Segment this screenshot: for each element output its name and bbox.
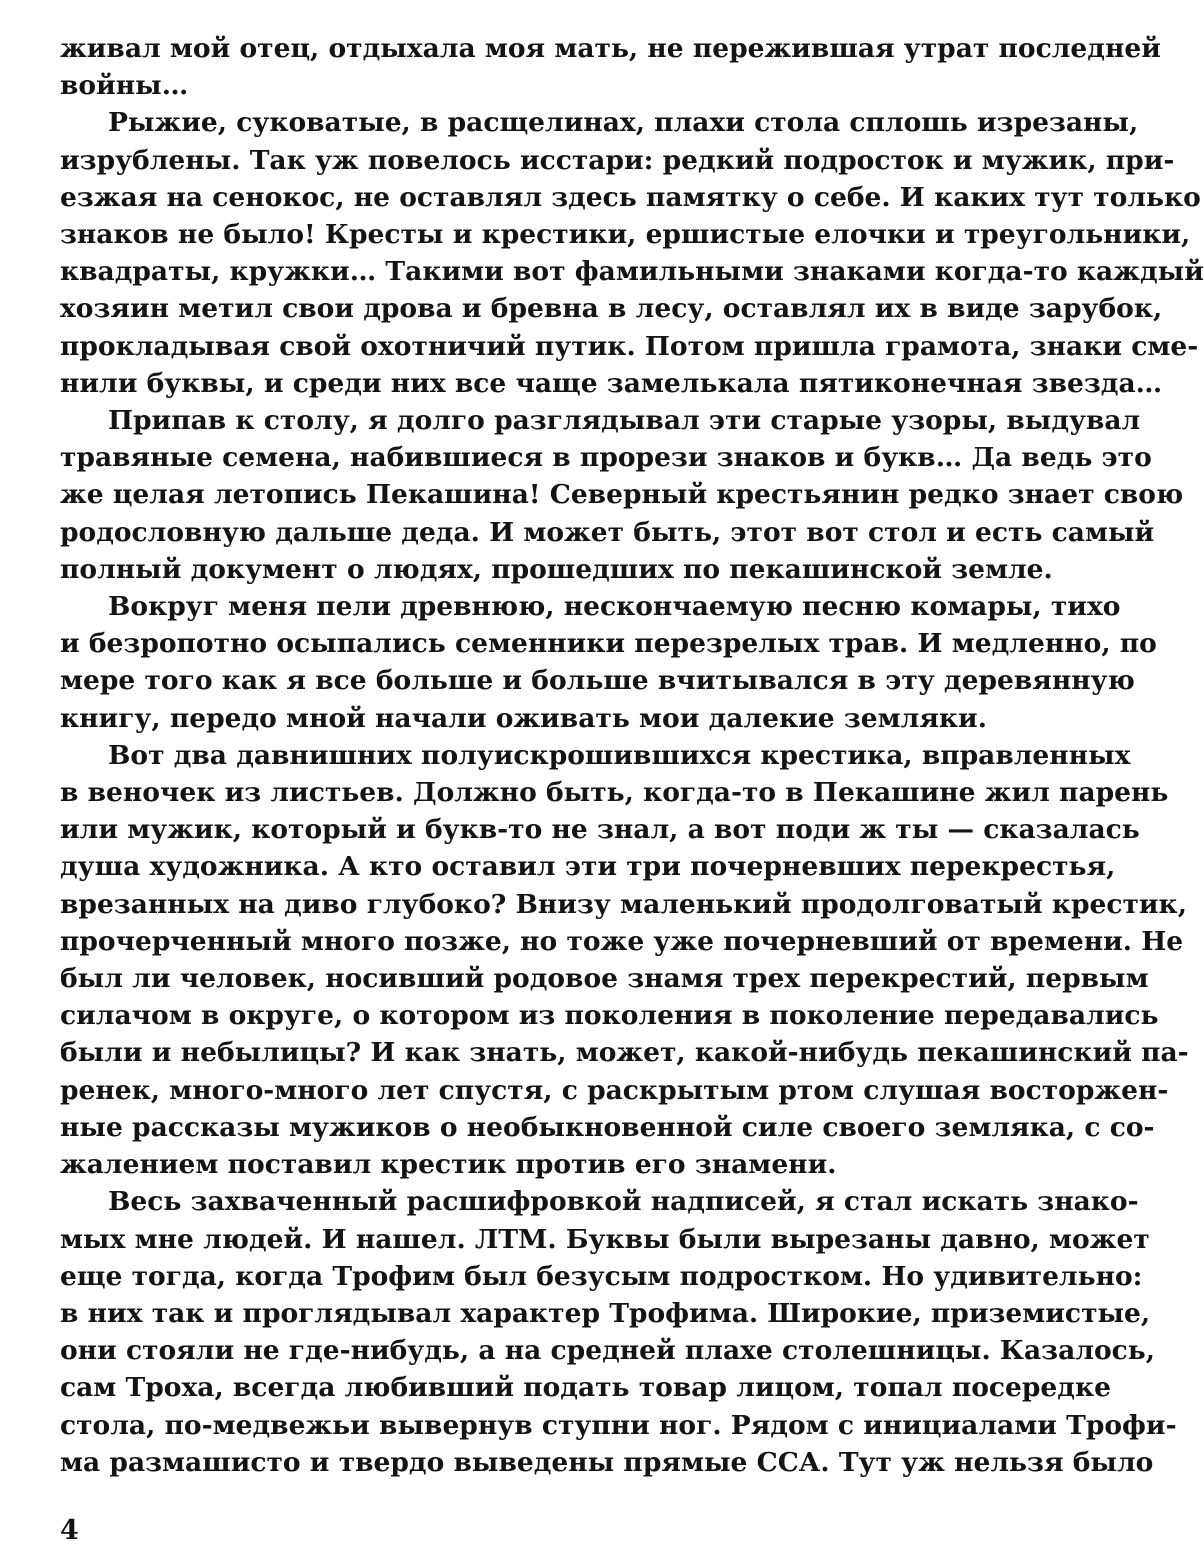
text-line: душа художника. А кто оставил эти три почерневших перекрестья, xyxy=(60,851,1116,883)
text-line: стола, по-медвежьи вывернув ступни ног. Рядом с инициалами Трофи- xyxy=(60,1409,1177,1441)
text-line: силачом в округе, о котором из поколения в поколение передавались xyxy=(60,1000,1159,1032)
text-line: они стояли не где-нибудь, а на средней плахе столешницы. Казалось, xyxy=(60,1335,1155,1367)
text-line: хозяин метил свои дрова и бревна в лесу, оставлял их в виде зарубок, xyxy=(60,293,1163,325)
text-line: нили буквы, и среди них все чаще замелькала пятиконечная звезда… xyxy=(60,367,1163,399)
text-line: или мужик, который и букв-то не знал, а вот поди ж ты — сказалась xyxy=(60,814,1140,846)
text-line: мых мне людей. И нашел. ЛТМ. Буквы были вырезаны давно, может xyxy=(60,1223,1150,1255)
text-line: еще тогда, когда Трофим был безусым подростком. Но удивительно: xyxy=(60,1260,1143,1292)
text-line: Вокруг меня пели древнюю, нескончаемую песню комары, тихо xyxy=(108,591,1121,623)
text-line: Рыжие, суковатые, в расщелинах, плахи стола сплошь изрезаны, xyxy=(108,107,1139,139)
paragraph xyxy=(60,588,1157,737)
text-line: жалением поставил крестик против его знамени. xyxy=(60,1149,837,1181)
text-line: Весь захваченный расшифровкой надписей, я стал искать знако- xyxy=(108,1186,1139,1218)
text-line: ренек, много-много лет спустя, с раскрытым ртом слушая восторжен- xyxy=(60,1074,1169,1106)
text-line: изрублены. Так уж повелось исстари: редкий подросток и мужик, при- xyxy=(60,144,1175,176)
text-line: прокладывая свой охотничий путик. Потом пришла грамота, знаки сме- xyxy=(60,330,1199,362)
text-line: ные рассказы мужиков о необыкновенной силе своего земляка, с со- xyxy=(60,1111,1155,1143)
text-line: родословную дальше деда. И может быть, этот вот стол и есть самый xyxy=(60,516,1155,548)
text-line: квадраты, кружки… Такими вот фамильными знаками когда-то каждый xyxy=(60,256,1204,288)
text-line: сам Троха, всегда любивший подать товар лицом, топал посередке xyxy=(60,1372,1111,1404)
text-line: войны… xyxy=(60,70,189,102)
page-text xyxy=(60,30,1204,1481)
paragraph xyxy=(60,104,1204,402)
text-line: врезанных на диво глубоко? Внизу маленький продолговатый крестик, xyxy=(60,888,1187,920)
text-line: ма размашисто и твердо выведены прямые ССА. Тут уж нельзя было xyxy=(60,1446,1154,1478)
text-line: знаков не было! Кресты и крестики, ершистые елочки и треугольники, xyxy=(60,219,1191,251)
paragraph xyxy=(60,30,1161,104)
text-line: езжая на сенокос, не оставлял здесь памятку о себе. И каких тут только xyxy=(60,181,1201,213)
page-number: 4 xyxy=(60,1515,79,1546)
text-line: книгу, передо мной начали оживать мои далекие земляки. xyxy=(60,702,987,734)
text-line: в них так и проглядывал характер Трофима. Широкие, приземистые, xyxy=(60,1297,1151,1329)
text-line: и безропотно осыпались семенники перезрелых трав. И медленно, по xyxy=(60,628,1157,660)
text-line: прочерченный много позже, но тоже уже почерневший от времени. Не xyxy=(60,925,1184,957)
text-line: живал мой отец, отдыхала моя мать, не пережившая утрат последней xyxy=(60,33,1161,64)
text-line: Вот два давнишних полуискрошившихся крестика, вправленных xyxy=(108,739,1131,771)
text-line: травяные семена, набившиеся в прорези знаков и букв… Да ведь это xyxy=(60,442,1152,474)
paragraph xyxy=(60,737,1189,1183)
text-line: был ли человек, носивший родовое знамя трех перекрестий, первым xyxy=(60,963,1149,995)
text-line: были и небылицы? И как знать, может, какой-нибудь пекашинский па- xyxy=(60,1037,1189,1069)
text-line: в веночек из листьев. Должно быть, когда-то в Пекашине жил парень xyxy=(60,777,1169,809)
text-line: Припав к столу, я долго разглядывал эти старые узоры, выдувал xyxy=(108,405,1141,437)
paragraph xyxy=(60,1183,1177,1481)
text-line: полный документ о людях, прошедших по пекашинской земле. xyxy=(60,553,1053,585)
paragraph xyxy=(60,402,1184,588)
text-line: же целая летопись Пекашина! Северный крестьянин редко знает свою xyxy=(60,479,1184,511)
text-line: мере того как я все больше и больше вчитывался в эту деревянную xyxy=(60,665,1135,697)
